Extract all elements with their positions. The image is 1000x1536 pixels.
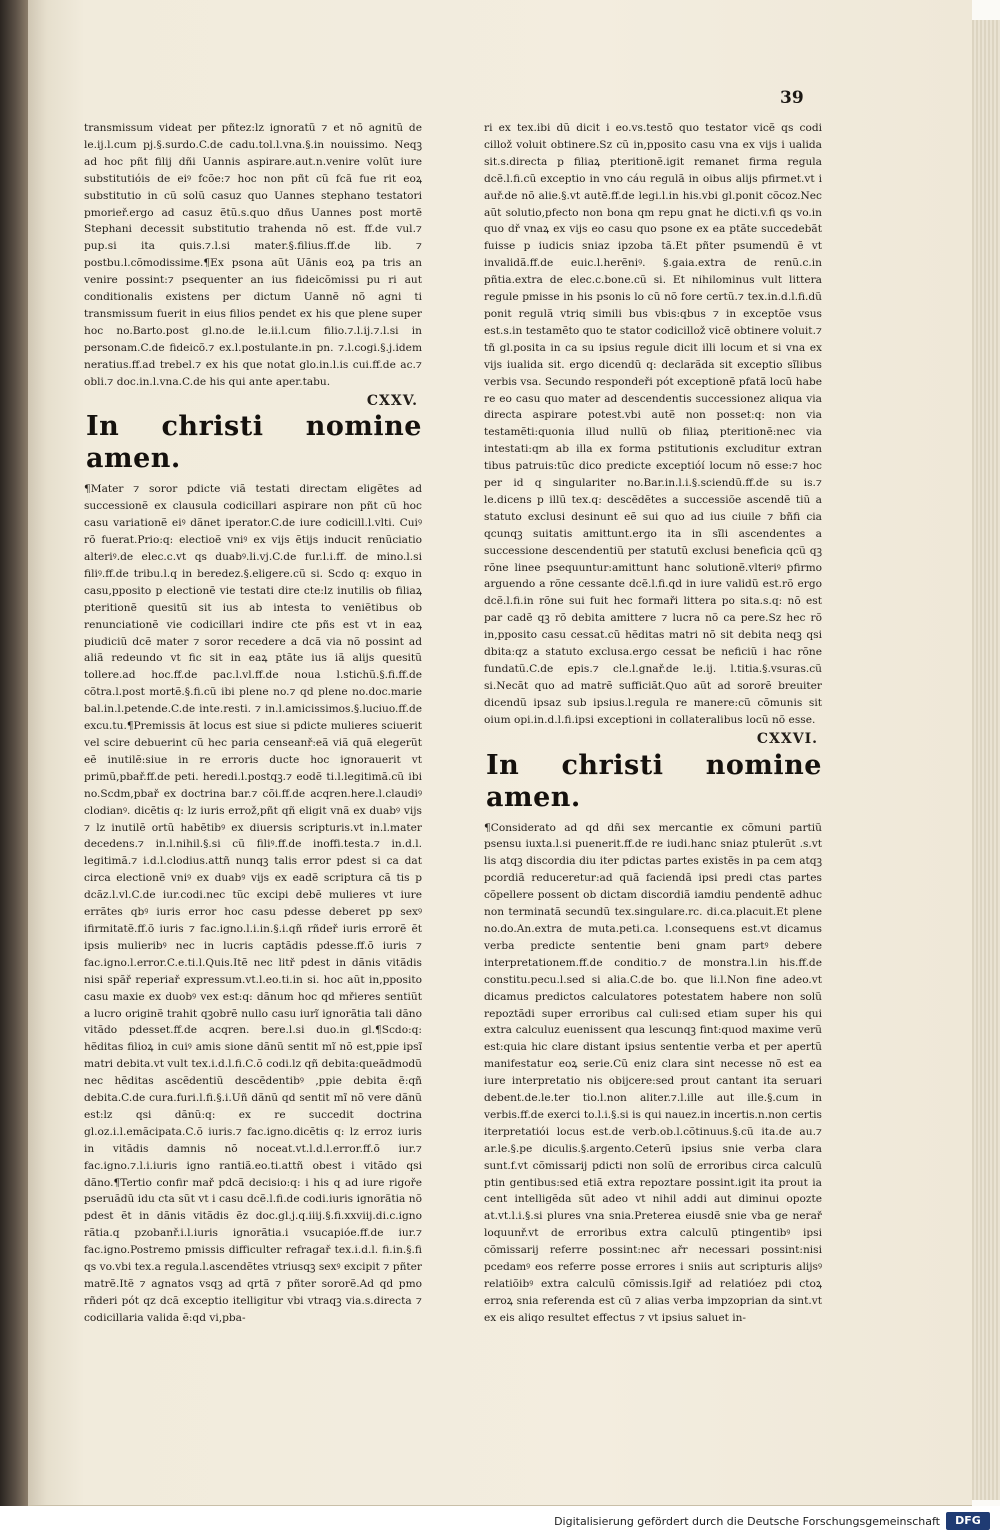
page-edges bbox=[970, 20, 1000, 1500]
page-number: 39 bbox=[780, 88, 804, 108]
left-text-column bbox=[84, 120, 422, 1327]
section-heading-left: In christi nomine amen. bbox=[86, 411, 422, 475]
section-number-cxxvi: CXXVI. bbox=[756, 730, 818, 747]
dfg-logo: DFG bbox=[946, 1512, 990, 1530]
section-heading-right: In christi nomine amen. bbox=[486, 749, 822, 813]
book-spine-shadow bbox=[0, 0, 28, 1536]
left-paragraph-continuation: transmissum videat per pñtez:lz ignoratũ ⁊ et nõ agnitũ de le.ij.l.cum pj.§.surdo.C.de cadu.tol.l.vna.§.in nouissimo. Neqꝫ ad hoc pñt filij dñi Uannis aspirare.aut.n.venire volũt iure substitutióis de eiꝰ fcõe:⁊ hoc non pñt cũ fcã fue rit eoꝝ substitutio in cũ solũ casuz quo Uannes stephano testatori pmorieř.ergo ad casuz ẽtũ.s.quo dñus Uannes post mortẽ Stephani decessit substitutio trahenda nõ est. ff.de vul.⁊ pup.si ita quis.⁊.l.si mater.§.filius.ff.de lib. ⁊ postbu.l.cõmodissime.¶Ex psona aũt Uãnis eoꝝ pa tris an venire possint:⁊ psequenter an ius fideicõmissi pu ri aut conditionalis existens per dictum Uannẽ nõ agni ti transmissum fuerit in eius filios pendet ex his que plene super hoc no.Barto.post gl.no.de le.ii.l.cum filio.⁊.l.ij.⁊.l.si in personam.C.de fideicõ.⁊ ex.l.postulante.in pn. ⁊.l.cogi.§.j.idem neratius.ff.ad trebel.⁊ ex his que notat glo.in.l.is cui.ff.de ac.⁊ obli.⁊ doc.in.l.vna.C.de his qui ante aper.tabu. bbox=[84, 122, 422, 388]
right-paragraph-continuation: ri ex tex.ibi dũ dicit i eo.vs.testõ quo testator vicẽ qs codi cillož voluit obtinere.Sz cũ in,pposito casu vna ex vijs i ualida sit.s.directa p filiaꝝ pteritionẽ.igit remanet firma regula dcẽ.l.fi.cũ exceptio in vno cáu regulã in oibus alijs pfirmet.vt i auř.de nõ alie.§.vt autẽ.ff.de legi.l.in his.vbi gl.ponit cõcoz.Nec aũt solutio,pfecto non bona qm repu gnat he dicti.v.fi qs vo.in quo dř vnaꝝ ex vijs eo casu quo psone ex ea ptãte succedebãt fuisse p iudicis sniaz ipzoba tã.Et pñter psumendũ ẽ vt invalidã.ff.de euic.l.herẽniꝰ. §.gaia.extra de renũ.c.in pñtia.extra de elec.c.bone.cũ si. Et nihilominus vult littera regule pmisse in his psonis lo cũ nõ fore certũ.⁊ tex.in.d.l.fi.dũ ponit regulã vtriq simili bus vbis:qbus ⁊ in exceptõe vsus est.s.in testamẽto quo te stator codicillož vicẽ obtinere voluit.⁊ tñ gl.posita in ca su ipsius regule dicit illi locum et si vna ex vijs iualida sit. ergo dicendũ q: declarãda sit exceptio sĩlibus verbis vsa. Secundo respondeři pót exceptionẽ pfatã locũ habe re eo casu quo mater ad descendentis successionez aliqua via directa aspirare potest.vbi autẽ non posset:q: non via testamẽti:quonia illud nullũ ob filiaꝝ pteritionẽ:nec via intestati:qm ab illa ex forma pstitutionis excluditur extran tibus patruis:tũc dico predicte exceptióí locum nõ esse:⁊ hoc per id q singulariter no.Bar.in.l.i.§.sciendũ.ff.de su is.⁊ le.dicens p illũ tex.q: descẽdẽtes a successiõe ascendẽ tiũ a statuto exclusi desinunt eẽ sui quo ad ius ciuile ⁊ bñfi cia qcunqꝫ suitatis amittunt.ergo ita in sĩli ascendentes a successione descendentiũ per statutũ exclusi beneficia qcũ qꝫ rõne linee psequuntur:amittunt hanc solutionẽ.vlteriꝰ pfirmo arguendo a rõne cessante dcẽ.l.fi.qd in iure validũ est.rõ ergo dcẽ.l.fi.in rõne sui fuit hec formaři littera po sita.s.q: nõ est par cadẽ qꝫ rõ debita amittere ⁊ lucra nõ ca pere.Sz hec rõ in,pposito casu cessat.cũ hẽditas matri nõ sit debita neqꝫ qsi dbita:qz a statuto exclusa.ergo cessat be neficiũ i hac rõne fundatũ.C.de epis.⁊ cle.l.gnař.de le.ij. l.titia.§.vsuras.cũ si.Necãt quo ad matrẽ sufficiãt.Quo aũt ad sororẽ breuiter dicendũ ipsaz sub ipsius.l.regula re manere:cũ cõmunis sit oium opi.in.d.l.fi.ipsi exceptioni in collateralibus locũ nõ esse. bbox=[484, 122, 822, 726]
digitization-footer bbox=[0, 1506, 1000, 1536]
left-paragraph-new-section: ¶Mater ⁊ soror pdicte viã testati directam eligẽtes ad successionẽ ex clausula codicillari aspirare non pñt cũ hoc casu variationẽ eiꝰ dãnet iperator.C.de iure codicill.l.vlti. Cuiꝰ rõ fuerat.Prio:q: electioẽ vniꝰ ex vijs ẽtijs inducit renũciatio alteriꝰ.de elec.c.vt qs duabꝰ.li.vj.C.de fur.l.i.ff. de mino.l.si filiꝰ.ff.de tribu.l.q in beredez.§.eligere.cũ si. Scdo q: exquo in casu,pposito p electionẽ vie testati dire cte:lz inutilis ob filiaꝝ pteritionẽ quesitũ sit ius ab intesta to veniẽtibus ob renunciationẽ vie codicillari indire cte pñs est vt in eaꝝ piudiciũ dcẽ mater ⁊ soror recedere a dcã via nõ possint ad aliã redeundo vt fic sit in eaꝝ ptãte ius iã alijs quesitũ tollere.ad hoc.ff.de pac.l.vl.ff.de noua l.stichũ.§.fi.ff.de cõtra.l.post mortẽ.§.fi.cũ ibi plene no.⁊ qd plene no.doc.marie bal.in.l.petende.C.de inte.resti. ⁊ in.l.amicissimos.§.luciuo.ff.de excu.tu.¶Premissis ãt locus est siue si pdicte mulieres sciuerit vel scire debuerint cũ hec paria censeanř:eã viã quã elegerũt eẽ inutilẽ:siue in re erroris ducte hoc ignorauerit vt primũ,pbař.ff.de peti. heredi.l.postqꝫ.⁊ eodẽ ti.l.legitimã.cũ ibi no.Scdm,pbař ex doctrina bar.⁊ cõi.ff.de acqren.here.l.claudiꝰ clodianꝰ. dicẽtis q: lz iuris errož,pñt qñ eligit vnã ex duabꝰ vijs ⁊ lz inutilẽ ortũ habẽtibꝰ ex diuersis scripturis.vt in.l.mater decedens.⁊ in.l.nihil.§.si cũ filiꝰ.ff.de inoffi.testa.⁊ in.d.l. legitimã.⁊ i.d.l.clodius.attñ nunqꝫ talis error pdest si ca dat circa electionẽ vniꝰ ex duabꝰ vijs ex eadẽ scriptura cã tis p dcãz.l.vl.C.de iur.codi.nec tũc excipi debẽ mulieres vt iure errãtes qbꝰ iuris error hoc casu pdesse deberet pp sexꝰ ifirmitatẽ.ff.õ iuris ⁊ fac.igno.l.i.in.§.i.qñ rñdeř iuris errorẽ ẽt ipsis mulieribꝰ nec in lucris captãdis pdesse.ff.õ iuris ⁊ fac.igno.l.error.C.e.ti.l.Quis.Itẽ nec litř pdest in dãnis vitãdis nisi spãř reperiař expressum.vt.l.eo.ti.in si. hoc aũt in,pposito casu maxie ex duobꝰ vex est:q: dãnum hoc qd mřieres sentiũt a lucro originẽ trahit qꝫobrẽ nullo casu iurĩ ignorãtia tali dãno vitãdo pdesset.ff.de acqren. bere.l.si duo.in gl.¶Scdo:q: hẽditas filioꝝ in cuiꝰ amis sione dãnũ sentit mĩ nõ est,ppie ipsĩ matri debita.vt vult tex.i.d.l.fi.C.õ codi.lz qñ debita:queãdmodũ nec hẽditas ascẽdentiũ descẽdentibꝰ ,ppie debita ẽ:qñ debita.C.de cura.furi.l.fi.§.i.Uñ dãnũ qd sentit mĩ nõ vere dãnũ est:lz qsi dãnũ:q: ex re succedit doctrina gl.oz.i.l.emãcipata.C.õ iuris.⁊ fac.igno.dicẽtis q: lz erroz iuris in vitãdis damnis nõ noceat.vt.l.d.l.error.ff.õ iur.⁊ fac.igno.⁊.l.i.iuris igno rantiã.eo.ti.attñ obest i vitãdo qsi dãno.¶Tertio confir mař pdcã decisio:q: i his q ad iure rigoře pseruãdũ idu cta sũt vt i casu dcẽ.l.fi.de codi.iuris ignorãtia nõ pdest ẽt in dãnis vitãdis ẽz doc.gl.j.q.iiij.§.fi.xxviij.di.c.igno rãtia.q pzobanř.i.l.iuris ignorãtia.i vsucapióe.ff.de iur.⁊ fac.igno.Postremo pmissis difficulter refragař tex.i.d.l. fi.in.§.fi qs vo.vbi tex.a regula.l.ascendẽtes vtriusqꝫ sexꝰ excipit ⁊ pñter matrẽ.Itẽ ⁊ agnatos vsqꝫ ad qrtã ⁊ pñter sororẽ.Ad qd pmo rñderi pót qz dcã exceptio itelligitur vbi vtraqꝫ via.s.directa ⁊ codicillaria valida ẽ:qd vi,pba- bbox=[84, 483, 422, 1324]
right-text-column bbox=[484, 120, 822, 1327]
right-paragraph-new-section: ¶Considerato ad qd dñi sex mercantie ex cõmuni partiũ psensu iuxta.l.si puenerit.ff.de re iudi.hanc sniaz ptulerũt .s.vt lis atqꝫ discordia diu iter pdictas partes existẽs in pa cem atqꝫ pcordiã reduceretur:ad quã faciendã ipsi predi ctas partes cõpellere possent ob dictam discordiã iamdiu pendentẽ adhuc non terminatã secundũ tex.singulare.rc. di.ca.placuit.Et plene no.do.An.extra de muta.peti.ca. l.consequens est.vt dicamus verba predicte sententie beni gnam partꝰ debere interpretationem.ff.de conditio.⁊ de monstra.l.in his.ff.de constitu.pecu.l.sed si alia.C.de bo. que li.l.Non fine adeo.vt dicamus predictos calculatores potestatem habere non solũ repoztãdi super erroribus cal culi:sed etiam super his qui extra calculuz euenissent qua lescunqꝫ fint:quod maxime verũ est:quia hic clare distant ipsius sententie verba et per apertũ manifestatur eoꝝ serie.Cũ eniz clara sint necesse nõ est ea iure interpretatio nis obijcere:sed prout cantant ita seruari debent.de.le.ter tio.l.non aliter.⁊.l.ille aut ille.§.cum in verbis.ff.de exerci to.l.i.§.si is qui nauez.in incertis.n.non certis iterpretatiói locus est.de verb.ob.l.cõtinuus.§.cũ ita.de au.⁊ ar.le.§.pe diculis.§.argento.Ceterũ ipsius snie verba clara sunt.f.vt cõmissarij pdicti non solũ de erroribus circa calculũ ptin gentibus:sed etiã extra repoztare possint.igit ita prout ia cent intelligẽda sũt adeo vt nihil addi aut diminui opozte at.vt.l.i.§.si plures vna snia.Preterea eiusdẽ snie vba ge nerař loquunř.vt de erroribus extra calculũ ptingentibꝰ ipsi cõmissarij referre possint:nec ařr necessari possint:nisi pcedamꝰ eos referre posse errores i sniis aut scripturis alijsꝰ relatiõibꝰ extra calculũ cõmissis.Igiř ad relatióez pdi ctoꝝ erroꝝ snia referenda est cũ ⁊ alias verba impzoprian da sint.vt ex eis aliqo resultet effectus ⁊ vt ipsius saluet in- bbox=[484, 821, 822, 1324]
section-number-cxxv: CXXV. bbox=[366, 392, 418, 409]
funding-credit: Digitalisierung gefördert durch die Deutsche Forschungsgemeinschaft bbox=[554, 1515, 940, 1528]
book-page bbox=[28, 0, 972, 1506]
